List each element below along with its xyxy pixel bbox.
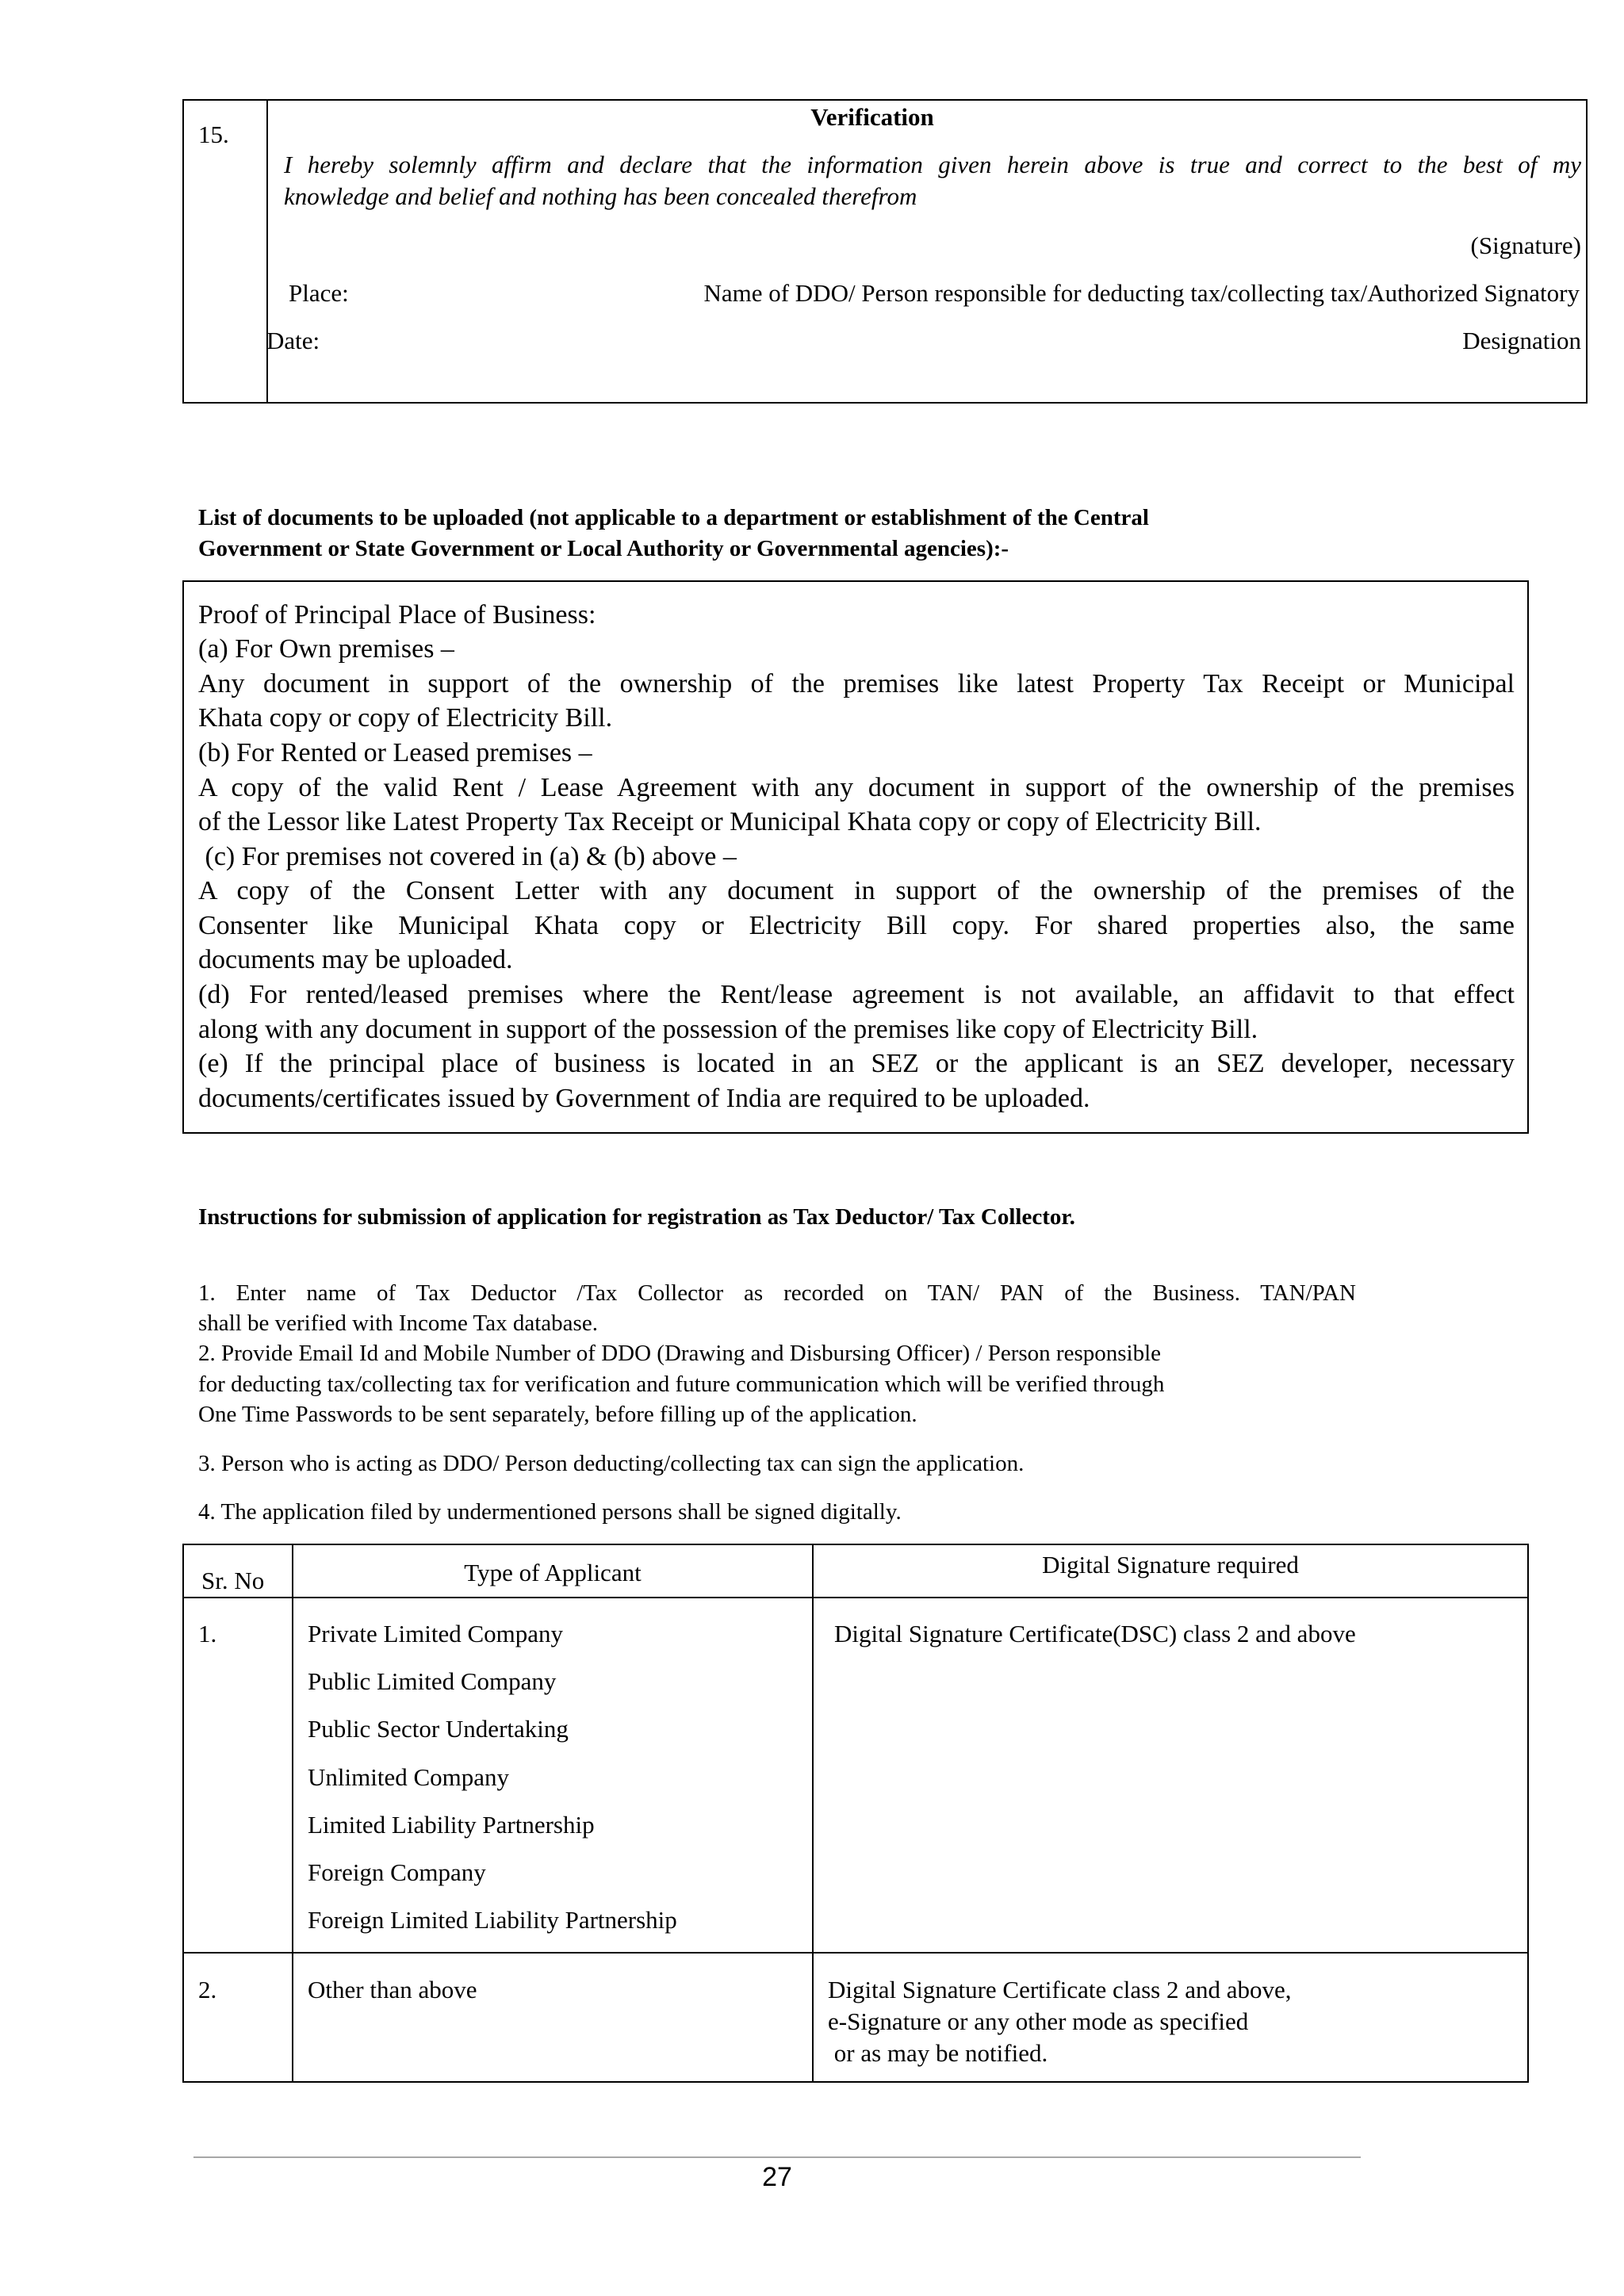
table-rule-top: [182, 1544, 1529, 1545]
table-rule-right: [1527, 1544, 1529, 2083]
verification-declaration-line-1: I hereby solemnly affirm and declare that the information given herein above is true and correct to the best of my: [284, 151, 1581, 178]
row-1-signature: Digital Signature Certificate(DSC) class 2 and above: [834, 1620, 1356, 1647]
table-rule-col2: [812, 1544, 814, 2083]
header-sr-no: Sr. No: [201, 1567, 265, 1594]
verification-divider: [266, 99, 268, 404]
verification-title: Verification: [810, 103, 934, 131]
instruction-1-line-1: 1. Enter name of Tax Deductor /Tax Collector as recorded on TAN/ PAN of the Business. TAN/PAN: [198, 1280, 1356, 1306]
verification-declaration-line-2: knowledge and belief and nothing has been concealed therefrom: [284, 182, 917, 210]
row-1-type-7: Foreign Limited Liability Partnership: [308, 1906, 677, 1934]
instruction-2-line-3: One Time Passwords to be sent separately, before filling up of the application.: [198, 1402, 917, 1427]
row-2-sr: 2.: [198, 1976, 217, 2003]
date-label: Date:: [266, 327, 320, 354]
instruction-2-line-1: 2. Provide Email Id and Mobile Number of DDO (Drawing and Disbursing Officer) / Person responsible: [198, 1341, 1162, 1366]
documents-line-6: A copy of the valid Rent / Lease Agreement with any document in support of the ownership of the premises: [198, 773, 1515, 802]
documents-line-5: (b) For Rented or Leased premises –: [198, 738, 592, 767]
documents-line-3: Any document in support of the ownership of the premises like latest Property Tax Receipt or Municipal: [198, 669, 1515, 698]
row-1-type-2: Public Limited Company: [308, 1667, 557, 1695]
instruction-1-line-2: shall be verified with Income Tax database.: [198, 1311, 598, 1336]
instructions-heading: Instructions for submission of application for registration as Tax Deductor/ Tax Collector.: [198, 1204, 1075, 1230]
row-1-sr: 1.: [198, 1620, 217, 1647]
page-number: 27: [762, 2162, 792, 2192]
footer-rule: [193, 2156, 1361, 2158]
table-rule-row: [182, 1952, 1529, 1954]
row-1-type-5: Limited Liability Partnership: [308, 1811, 595, 1839]
documents-line-12: (d) For rented/leased premises where the Rent/lease agreement is not available, an affidavit to that effect: [198, 980, 1515, 1009]
row-2-signature-line-1: Digital Signature Certificate class 2 and above,: [828, 1976, 1292, 2003]
documents-heading-line-2: Government or State Government or Local Authority or Governmental agencies):-: [198, 536, 1009, 561]
designation-label: Designation: [1462, 327, 1581, 354]
documents-line-8: (c) For premises not covered in (a) & (b) above –: [198, 842, 737, 871]
documents-line-9: A copy of the Consent Letter with any document in support of the ownership of the premises of the: [198, 876, 1515, 905]
row-1-type-3: Public Sector Undertaking: [308, 1715, 569, 1743]
header-digital-signature: Digital Signature required: [1042, 1551, 1299, 1578]
table-rule-left: [182, 1544, 184, 2083]
documents-heading-line-1: List of documents to be uploaded (not applicable to a department or establishment of the Central: [198, 505, 1149, 530]
header-type-of-applicant: Type of Applicant: [464, 1559, 642, 1586]
documents-line-13: along with any document in support of the possession of the premises like copy of Electricity Bill.: [198, 1015, 1258, 1044]
documents-line-11: documents may be uploaded.: [198, 945, 513, 974]
row-1-type-1: Private Limited Company: [308, 1620, 564, 1647]
row-1-type-4: Unlimited Company: [308, 1763, 510, 1791]
signature-label: (Signature): [1470, 232, 1581, 259]
documents-line-10: Consenter like Municipal Khata copy or Electricity Bill copy. For shared properties also, the same: [198, 911, 1515, 940]
documents-line-2: (a) For Own premises –: [198, 634, 454, 664]
instruction-3: 3. Person who is acting as DDO/ Person deducting/collecting tax can sign the application.: [198, 1451, 1025, 1476]
table-rule-col1: [292, 1544, 293, 2083]
documents-line-7: of the Lessor like Latest Property Tax Receipt or Municipal Khata copy or copy of Electricity Bill.: [198, 807, 1262, 836]
documents-line-15: documents/certificates issued by Government of India are required to be uploaded.: [198, 1084, 1090, 1113]
row-2-signature-line-3: or as may be notified.: [828, 2039, 1048, 2067]
table-rule-bottom: [182, 2081, 1529, 2083]
instruction-2-line-2: for deducting tax/collecting tax for verification and future communication which will be verified through: [198, 1372, 1165, 1397]
documents-line-14: (e) If the principal place of business is located in an SEZ or the applicant is an SEZ developer, necessary: [198, 1049, 1515, 1078]
row-2-type-1: Other than above: [308, 1976, 477, 2003]
documents-line-1: Proof of Principal Place of Business:: [198, 600, 596, 629]
verification-number: 15.: [198, 121, 229, 148]
place-label: Place:: [289, 279, 349, 307]
row-1-type-6: Foreign Company: [308, 1858, 486, 1886]
instruction-4: 4. The application filed by undermentioned persons shall be signed digitally.: [198, 1499, 902, 1525]
row-2-signature-line-2: e-Signature or any other mode as specified: [828, 2007, 1249, 2035]
ddo-name-label: Name of DDO/ Person responsible for deducting tax/collecting tax/Authorized Signatory: [703, 279, 1580, 307]
table-rule-header: [182, 1597, 1529, 1598]
documents-line-4: Khata copy or copy of Electricity Bill.: [198, 703, 613, 733]
